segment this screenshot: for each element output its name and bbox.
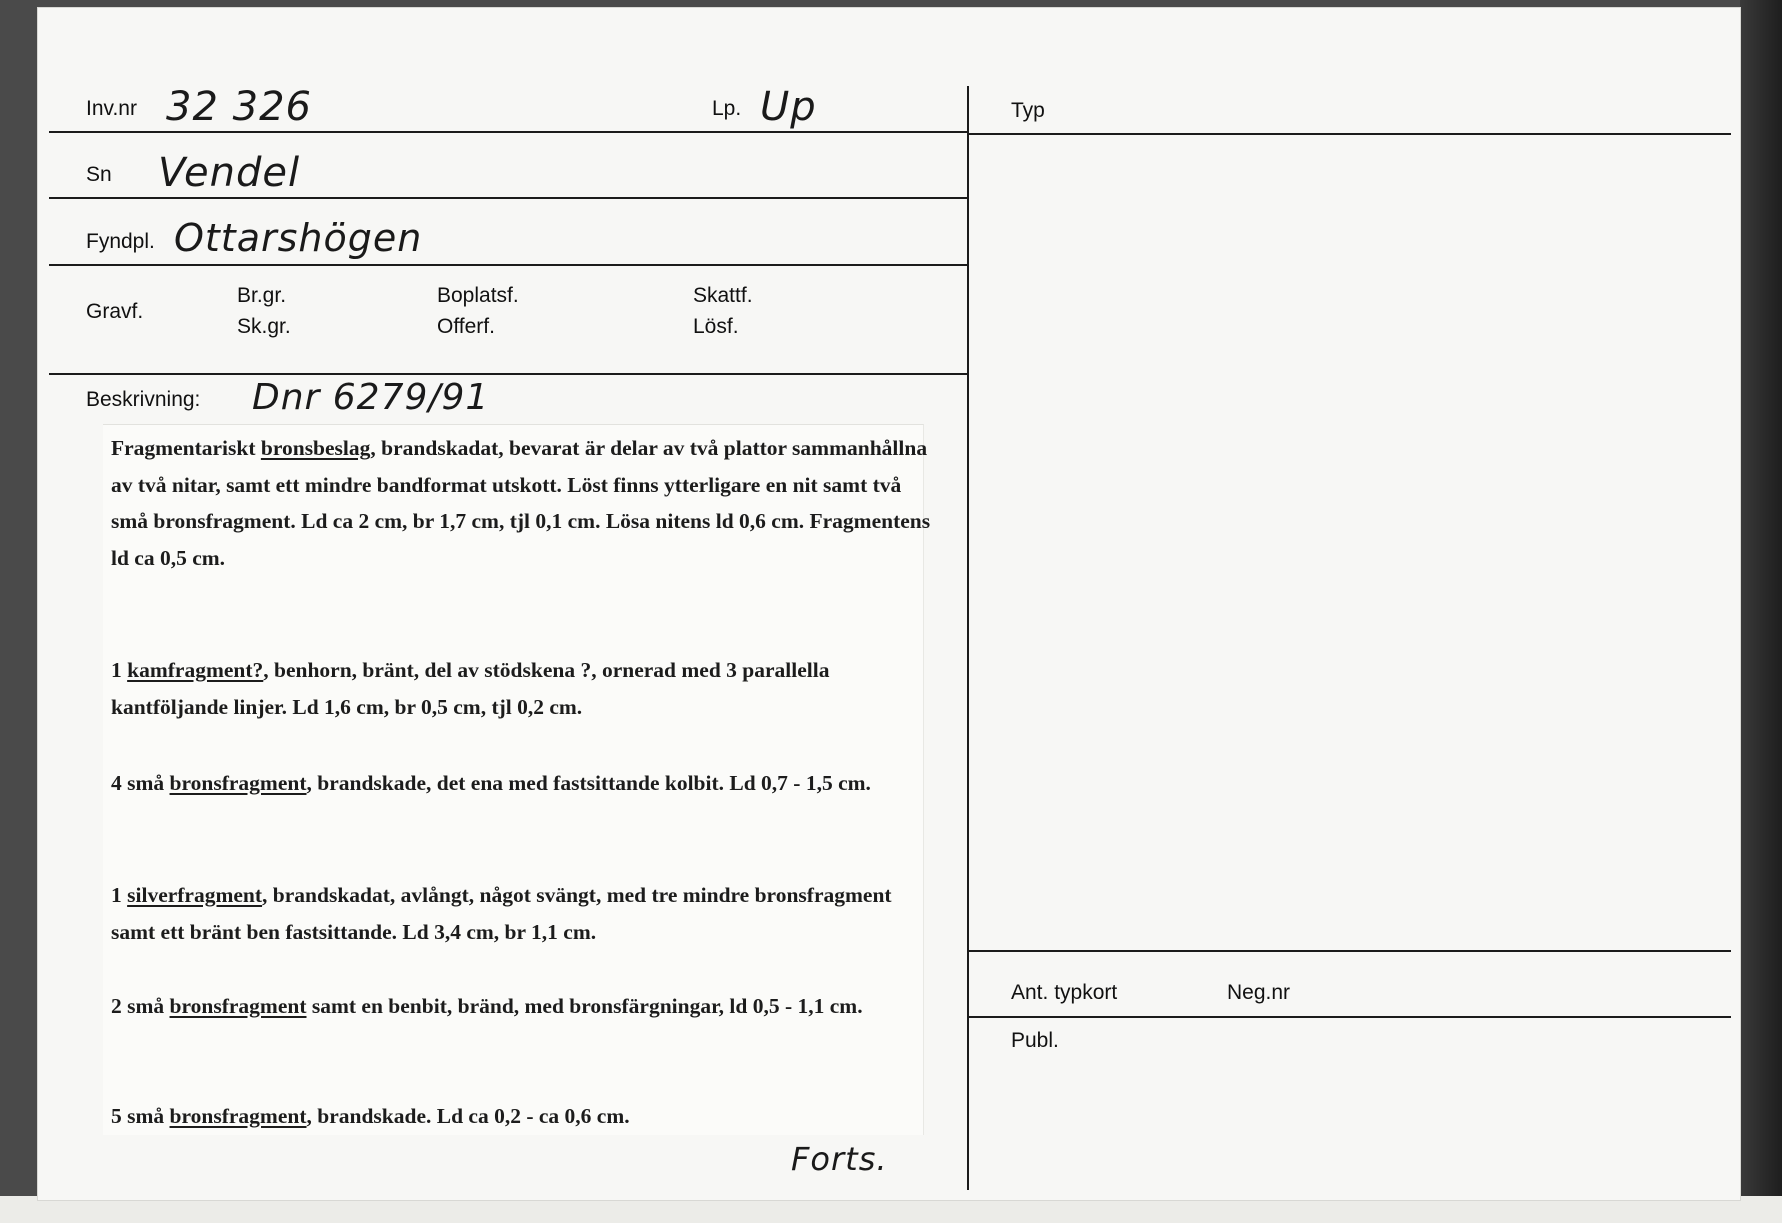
center-divider xyxy=(967,86,969,1190)
p6-pre: 5 små xyxy=(111,1104,170,1128)
lp-value: Up xyxy=(760,84,817,130)
sn-value: Vendel xyxy=(158,150,301,196)
skgr-label: Sk.gr. xyxy=(237,315,291,338)
p1-rest: , brandskadat, bevarat är delar av två plattor sammanhållna av två nitar, samt ett mindre bandformat utskott. Löst finns ytterligare en nit samt två små bronsfragment. Ld ca 2 cm, br 1,7 cm, tjl 0,1 cm. Lösa nitens ld 0,6 cm. Fragmentens ld ca 0,5 cm. xyxy=(111,436,931,570)
inv-label: Inv.nr xyxy=(86,97,137,120)
p4-pre: 1 xyxy=(111,883,128,907)
fyndpl-label: Fyndpl. xyxy=(86,230,155,253)
sn-label: Sn xyxy=(86,163,112,186)
offerf-label: Offerf. xyxy=(437,315,495,338)
beskrivning-label: Beskrivning: xyxy=(86,388,201,411)
desc-paragraph-1 xyxy=(111,430,931,576)
publ-label: Publ. xyxy=(1011,1029,1059,1052)
gravf-label: Gravf. xyxy=(86,300,144,323)
p2-pre: 1 xyxy=(111,658,128,682)
ant-typkort-label: Ant. typkort xyxy=(1011,981,1118,1004)
rule-ant xyxy=(969,950,1731,952)
desc-paragraph-3 xyxy=(111,765,931,802)
negnr-label: Neg.nr xyxy=(1227,981,1291,1004)
typ-label: Typ xyxy=(1011,99,1045,122)
scan-border xyxy=(1740,0,1782,1223)
p4-term: silverfragment xyxy=(127,883,263,907)
rule-gravf xyxy=(49,373,967,375)
fyndpl-value: Ottarshögen xyxy=(174,216,423,260)
p3-pre: 4 små xyxy=(111,771,170,795)
p3-rest: , brandskade, det ena med fastsittande kolbit. Ld 0,7 - 1,5 cm. xyxy=(306,771,871,795)
scan-bottom-strip xyxy=(0,1196,1782,1223)
p1-pre: Fragmentariskt xyxy=(111,436,261,460)
brgr-label: Br.gr. xyxy=(237,284,287,307)
rule-sn xyxy=(49,197,967,199)
rule-typ xyxy=(969,133,1731,135)
desc-paragraph-5 xyxy=(111,988,931,1025)
inv-value: 32 326 xyxy=(166,84,312,130)
rule-inv xyxy=(49,131,967,133)
skattf-label: Skattf. xyxy=(693,284,753,307)
boplatsf-label: Boplatsf. xyxy=(437,284,519,307)
rule-publ xyxy=(969,1016,1731,1018)
p3-term: bronsfragment xyxy=(169,771,307,795)
lp-label: Lp. xyxy=(712,97,742,120)
p6-term: bronsfragment xyxy=(169,1104,307,1128)
losf-label: Lösf. xyxy=(693,315,739,338)
p2-rest: , benhorn, bränt, del av stödskena ?, ornerad med 3 parallella kantföljande linjer. Ld 1,6 cm, br 0,5 cm, tjl 0,2 cm. xyxy=(111,658,830,719)
dnr-value: Dnr 6279/91 xyxy=(252,377,490,418)
p2-term: kamfragment? xyxy=(127,658,264,682)
p1-term: bronsbeslag xyxy=(260,436,371,460)
desc-paragraph-6 xyxy=(111,1098,931,1135)
desc-paragraph-2 xyxy=(111,652,931,725)
p6-rest: , brandskade. Ld ca 0,2 - ca 0,6 cm. xyxy=(306,1104,630,1128)
p5-pre: 2 små xyxy=(111,994,170,1018)
p5-rest: samt en benbit, bränd, med bronsfärgningar, ld 0,5 - 1,1 cm. xyxy=(306,994,863,1018)
p4-rest: , brandskadat, avlångt, något svängt, med tre mindre bronsfragment samt ett bränt ben fastsittande. Ld 3,4 cm, br 1,1 cm. xyxy=(111,883,892,944)
rule-fyndpl xyxy=(49,264,967,266)
desc-paragraph-4 xyxy=(111,877,931,950)
forts-note: Forts. xyxy=(791,1140,888,1178)
p5-term: bronsfragment xyxy=(169,994,307,1018)
